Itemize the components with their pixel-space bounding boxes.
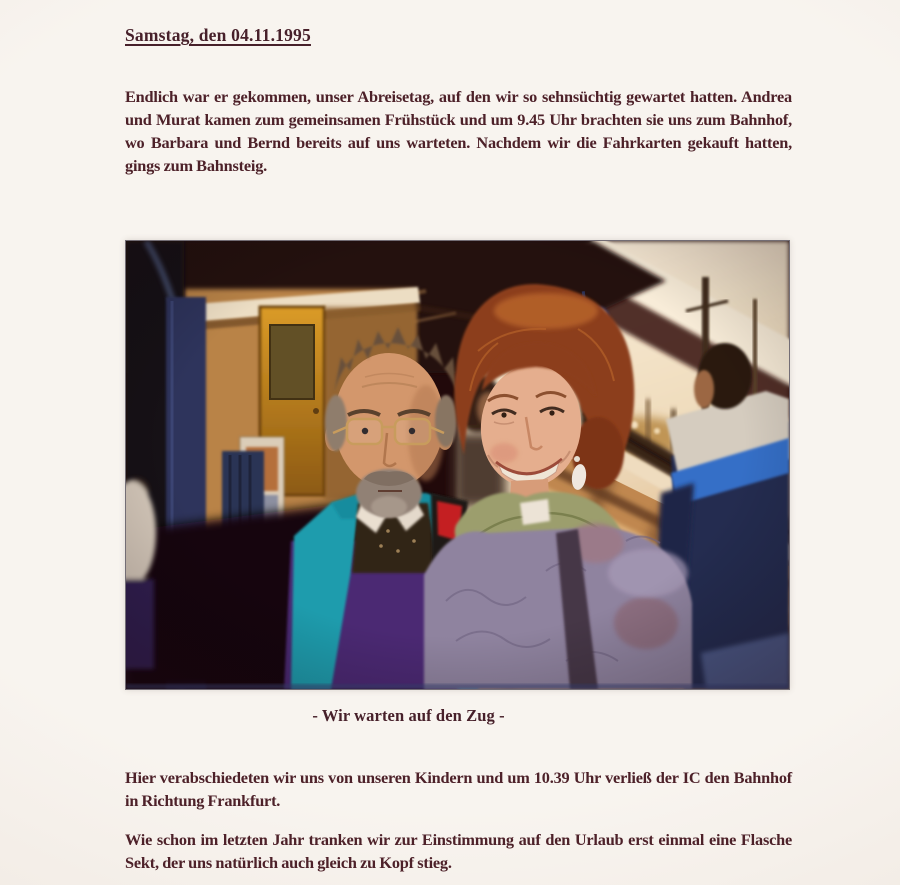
paragraph-sekt: Wie schon im letzten Jahr tranken wir zur Einstimmung auf den Urlaub erst einmal eine Flasche Sekt, der uns natürlich auch gleich zu Kopf stieg.	[125, 830, 792, 872]
photo-figure	[125, 240, 792, 726]
photo-train-station	[125, 240, 790, 690]
photo-illustration	[126, 241, 789, 689]
photo-caption: - Wir warten auf den Zug -	[312, 706, 505, 725]
paragraph-intro: Endlich war er gekommen, unser Abreisetag, auf den wir so sehnsüchtig gewartet hatten. Andrea und Murat kamen zum gemeinsamen Frühstück und um 9.45 Uhr brachten sie uns zum Bahnhof, wo Barbara und Bernd bereits auf uns warteten. Nachdem wir die Fahrkarten gekauft hatten, gings zum Bahnsteig.	[125, 87, 792, 175]
paragraph-departure: Hier verabschiedeten wir uns von unseren Kindern und um 10.39 Uhr verließ der IC den Bahnhof in Richtung Frankfurt.	[125, 768, 792, 810]
photo-vignette	[126, 241, 789, 689]
page-title: Samstag, den 04.11.1995	[125, 25, 311, 45]
